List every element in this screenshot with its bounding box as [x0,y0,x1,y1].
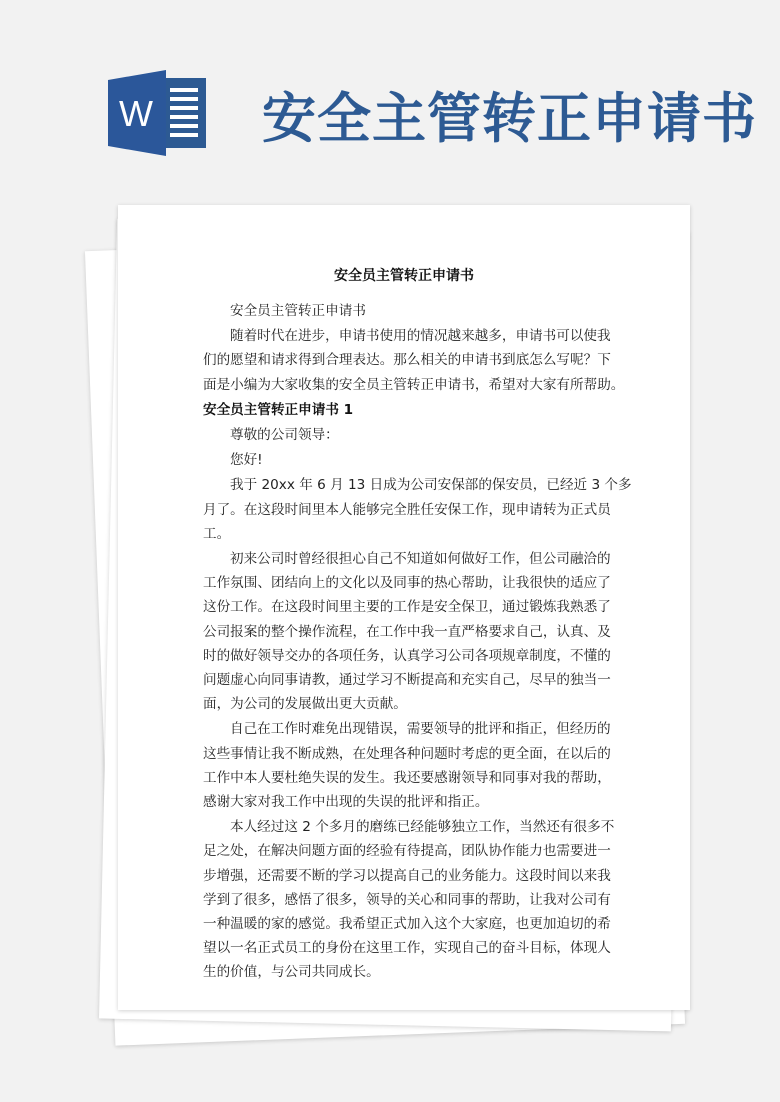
document-heading: 安全员主管转正申请书 [334,268,474,284]
document-body [203,299,632,986]
text-line: 月了。在这段时间里本人能够完全胜任安保工作，现申请转为正式员 [203,501,611,518]
text-line: 工。 [203,525,231,542]
paragraph [203,423,613,447]
text-line: 工作中本人要杜绝失误的发生。我还要感谢领导和同事对我的帮助， [203,769,611,786]
text-line: 您好! [230,452,263,469]
text-line: 面是小编为大家收集的安全员主管转正申请书，希望对大家有所帮助。 [203,376,625,393]
text-line: 一种温暖的家的感觉。我希望正式加入这个大家庭，也更加迫切的希 [203,916,611,933]
text-line: 安全员主管转正申请书 [230,303,366,319]
text-line: 本人经过这 2 个多月的磨练已经能够独立工作，当然还有很多不 [230,819,615,836]
text-line: 步增强，还需要不断的学习以提高自己的业务能力。这段时间以来我 [203,867,611,884]
text-line: 随着时代在进步，申请书使用的情况越来越多，申请书可以使我 [230,328,611,345]
text-line: 时的做好领导交办的各项任务，认真学习公司各项规章制度，不懂的 [203,647,611,664]
text-line: 尊敬的公司领导： [230,427,339,444]
text-line: 学到了很多，感悟了很多，领导的关心和同事的帮助，让我对公司有 [203,891,611,908]
text-line: 自己在工作时难免出现错误，需要领导的批评和指正，但经历的 [230,721,611,738]
text-line: 问题虚心向同事请教，通过学习不断提高和充实自己，尽早的独当一 [203,672,611,689]
banner-title: 安全主管转正申请书 [262,86,757,150]
text-line: 足之处，在解决问题方面的经验有待提高，团队协作能力也需要进一 [203,843,611,860]
paragraph [203,324,625,397]
text-line: 工作氛围、团结向上的文化以及同事的热心帮助，让我很快的适应了 [203,575,611,592]
text-line: 面，为公司的发展做出更大贡献。 [203,696,407,713]
text-line: 初来公司时曾经很担心自己不知道如何做好工作，但公司融洽的 [230,551,611,568]
paragraph [203,717,613,814]
word-icon [108,70,208,156]
paragraph [203,547,613,716]
text-line: 这些事情让我不断成熟，在处理各种问题时考虑的更全面，在以后的 [203,745,611,762]
paragraph [203,448,613,472]
paragraph [203,299,613,323]
svg-text:W: W [119,93,153,134]
text-line: 我于 20xx 年 6 月 13 日成为公司安保部的保安员，已经近 3 个多 [230,477,632,494]
text-line: 们的愿望和请求得到合理表达。那么相关的申请书到底怎么写呢？下 [203,352,611,369]
document-page [118,205,690,1010]
text-line: 望以一名正式员工的身份在这里工作，实现自己的奋斗目标，体现人 [203,940,611,957]
paragraph [203,815,613,984]
text-line: 公司报案的整个操作流程，在工作中我一直严格要求自己，认真、及 [203,623,611,640]
section-heading [203,398,613,422]
text-line: 感谢大家对我工作中出现的失误的批评和指正。 [203,794,489,811]
text-line: 这份工作。在这段时间里主要的工作是安全保卫，通过锻炼我熟悉了 [203,599,611,616]
text-line: 生的价值，与公司共同成长。 [203,964,380,981]
text-line: 安全员主管转正申请书 1 [203,401,354,418]
paragraph [203,473,632,546]
